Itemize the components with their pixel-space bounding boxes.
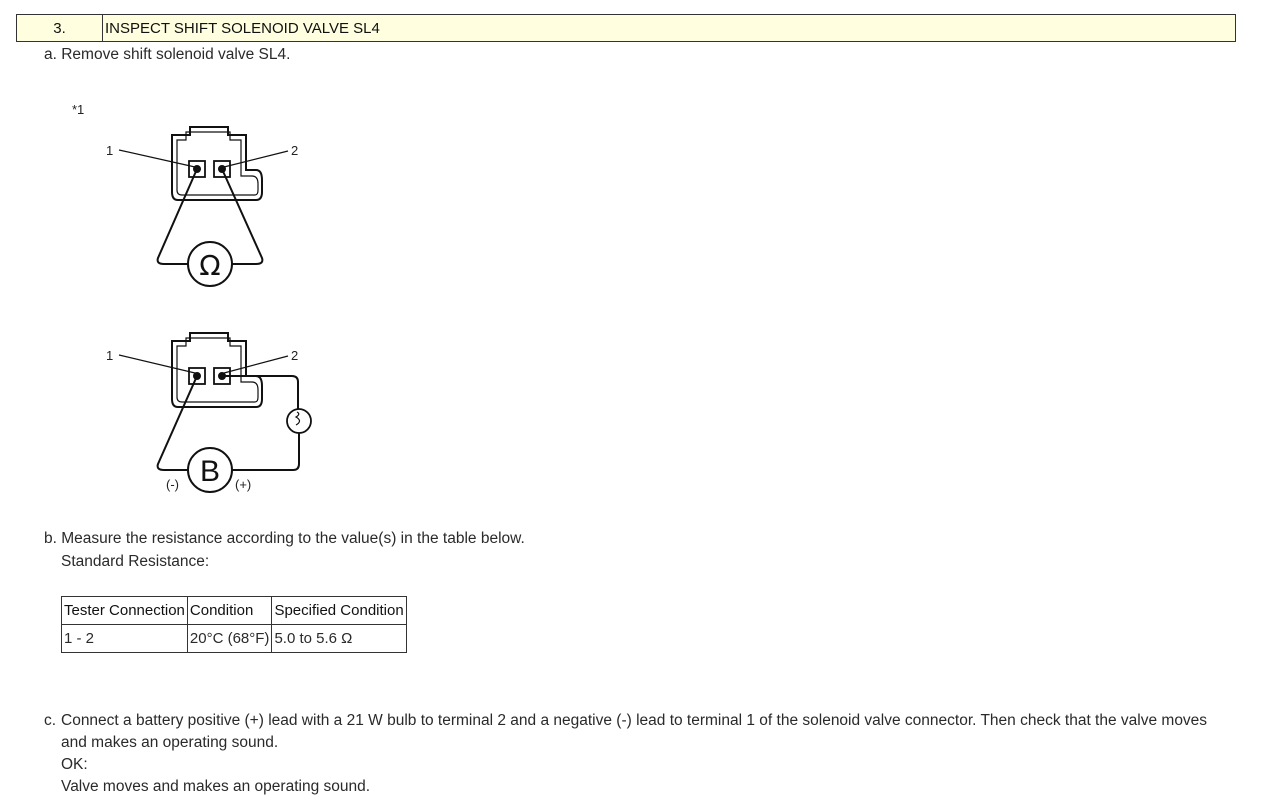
step-c-block (44, 710, 1244, 798)
top-pin-2-label: 2 (291, 143, 299, 158)
bottom-pin-2-label: 2 (291, 348, 299, 363)
ohm-symbol: Ω (199, 249, 221, 282)
step-c-label: c. (44, 712, 57, 729)
positive-label: (+) (235, 477, 252, 492)
table-row (62, 625, 407, 653)
bottom-pin-1-label: 1 (106, 348, 114, 363)
header-condition: Condition (187, 597, 272, 625)
cell-tester-connection: 1 - 2 (62, 625, 188, 653)
step-c-line1 (44, 710, 1244, 732)
ok-text: Valve moves and makes an operating sound. (61, 778, 371, 795)
header-specified-condition: Specified Condition (272, 597, 406, 625)
table-header-row (62, 597, 407, 625)
standard-resistance-label: Standard Resistance: (61, 553, 210, 570)
step-number: 3. (17, 15, 103, 41)
ok-label: OK: (61, 756, 88, 773)
step-title: INSPECT SHIFT SOLENOID VALVE SL4 (105, 19, 380, 37)
step-a-text: a. Remove shift solenoid valve SL4. (44, 46, 291, 63)
step-b-text: b. Measure the resistance according to the value(s) in the table below. (44, 530, 525, 547)
connector-illustration (60, 95, 340, 505)
cell-condition: 20°C (68°F) (187, 625, 272, 653)
step-header (16, 14, 1236, 42)
figure-callout: *1 (72, 102, 85, 117)
step-c-text1: Connect a battery positive (+) lead with a 21 W bulb to terminal 2 and a negative (-) lead to terminal 1 of the solenoid valve connector. Then check that the valve moves (61, 712, 1208, 729)
resistance-spec-table (61, 596, 407, 653)
top-pin-1-label: 1 (106, 143, 114, 158)
cell-specified-condition: 5.0 to 5.6 Ω (272, 625, 406, 653)
negative-label: (-) (166, 477, 179, 492)
battery-symbol: B (199, 455, 221, 488)
step-c-line2: and makes an operating sound. (61, 734, 279, 751)
header-tester-connection: Tester Connection (62, 597, 188, 625)
